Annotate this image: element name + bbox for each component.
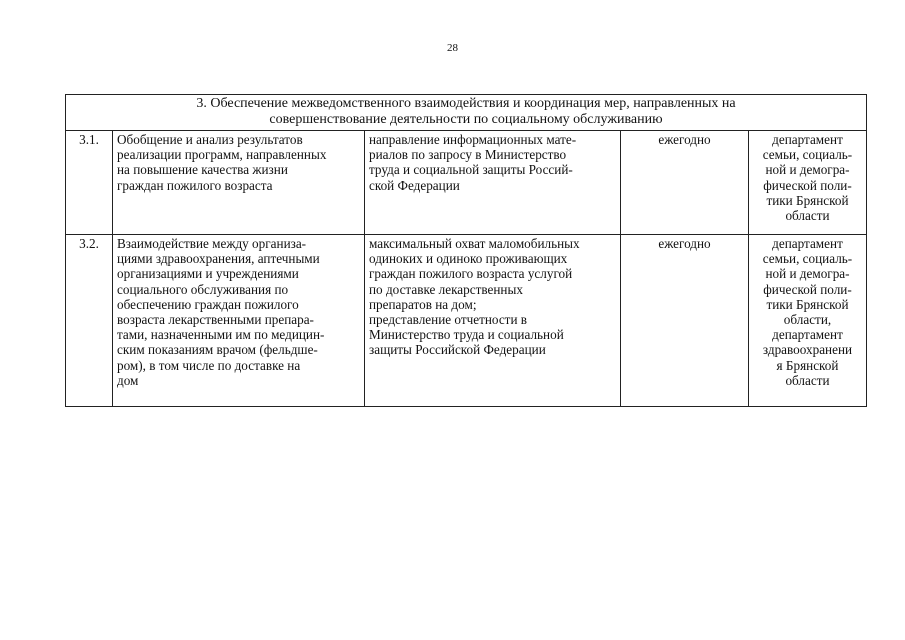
activity-cell	[113, 235, 365, 407]
responsible-line: тики Брянской	[766, 192, 849, 208]
row-number: 3.2.	[66, 235, 113, 407]
result-line: Министерство труда и социальной	[369, 327, 564, 343]
responsible-cell	[749, 131, 867, 235]
responsible-line: здравоохранени	[762, 342, 853, 358]
activity-line: дом	[117, 372, 139, 388]
activity-line: реализации программ, направленных	[117, 147, 327, 163]
activity-line: социального обслуживания по	[117, 281, 289, 297]
result-line: максимальный охват маломобильных	[369, 236, 580, 251]
responsible-line: тики Брянской	[766, 296, 849, 312]
activity-line: тами, назначенными им по медицин-	[117, 327, 325, 343]
table-row	[66, 131, 867, 235]
result-line: препаратов на дом;	[369, 296, 477, 312]
activity-cell	[113, 131, 365, 235]
activity-line: ским показаниям врачом (фельдше-	[117, 342, 318, 358]
responsible-line: фической поли-	[763, 281, 852, 297]
section-title-line: совершенствование деятельности по социальному обслуживанию	[269, 112, 663, 127]
responsible-line: я Брянской	[776, 357, 839, 373]
responsible-line: семьи, социаль-	[762, 251, 853, 267]
section-title	[66, 95, 867, 131]
activity-line: Обобщение и анализ результатов	[117, 132, 303, 147]
responsible-line: департамент	[772, 327, 843, 343]
activity-line: организациями и учреждениями	[117, 266, 299, 282]
activity-line: Взаимодействие между организа-	[117, 236, 307, 251]
result-line: представление отчетности в	[369, 312, 528, 328]
responsible-line: департамент	[772, 236, 843, 251]
result-line: ской Федерации	[369, 177, 460, 193]
period-cell: ежегодно	[621, 131, 749, 235]
period-cell: ежегодно	[621, 235, 749, 407]
responsible-line: семьи, социаль-	[762, 147, 853, 163]
result-line: по доставке лекарственных	[369, 281, 523, 297]
result-cell	[365, 131, 621, 235]
result-line: риалов по запросу в Министерство	[369, 147, 567, 163]
activity-line: ром), в том числе по доставке на	[117, 357, 301, 373]
responsible-line: департамент	[772, 132, 843, 147]
responsible-line: ной и демогра-	[765, 266, 850, 282]
result-line: одиноких и одиноко проживающих	[369, 251, 568, 267]
page-number: 28	[447, 42, 458, 54]
result-line: защиты Российской Федерации	[369, 342, 546, 358]
activity-line: возраста лекарственными препара-	[117, 312, 314, 328]
row-number: 3.1.	[66, 131, 113, 235]
responsible-line: области,	[783, 312, 832, 328]
result-line: граждан пожилого возраста услугой	[369, 266, 573, 282]
measures-table	[65, 94, 867, 407]
activity-line: циями здравоохранения, аптечными	[117, 251, 320, 267]
activity-line: на повышение качества жизни	[117, 162, 288, 178]
result-line: труда и социальной защиты Россий-	[369, 162, 573, 178]
responsible-line: ной и демогра-	[765, 162, 850, 178]
table-row	[66, 235, 867, 407]
responsible-line: области	[785, 372, 830, 388]
responsible-line: фической поли-	[763, 177, 852, 193]
section-header-row	[66, 95, 867, 131]
section-title-line: 3. Обеспечение межведомственного взаимодействия и координация мер, направленных на	[196, 96, 736, 111]
result-cell	[365, 235, 621, 407]
activity-line: граждан пожилого возраста	[117, 177, 273, 193]
responsible-line: области	[785, 208, 830, 224]
responsible-cell	[749, 235, 867, 407]
activity-line: обеспечению граждан пожилого	[117, 296, 299, 312]
result-line: направление информационных мате-	[369, 132, 577, 147]
